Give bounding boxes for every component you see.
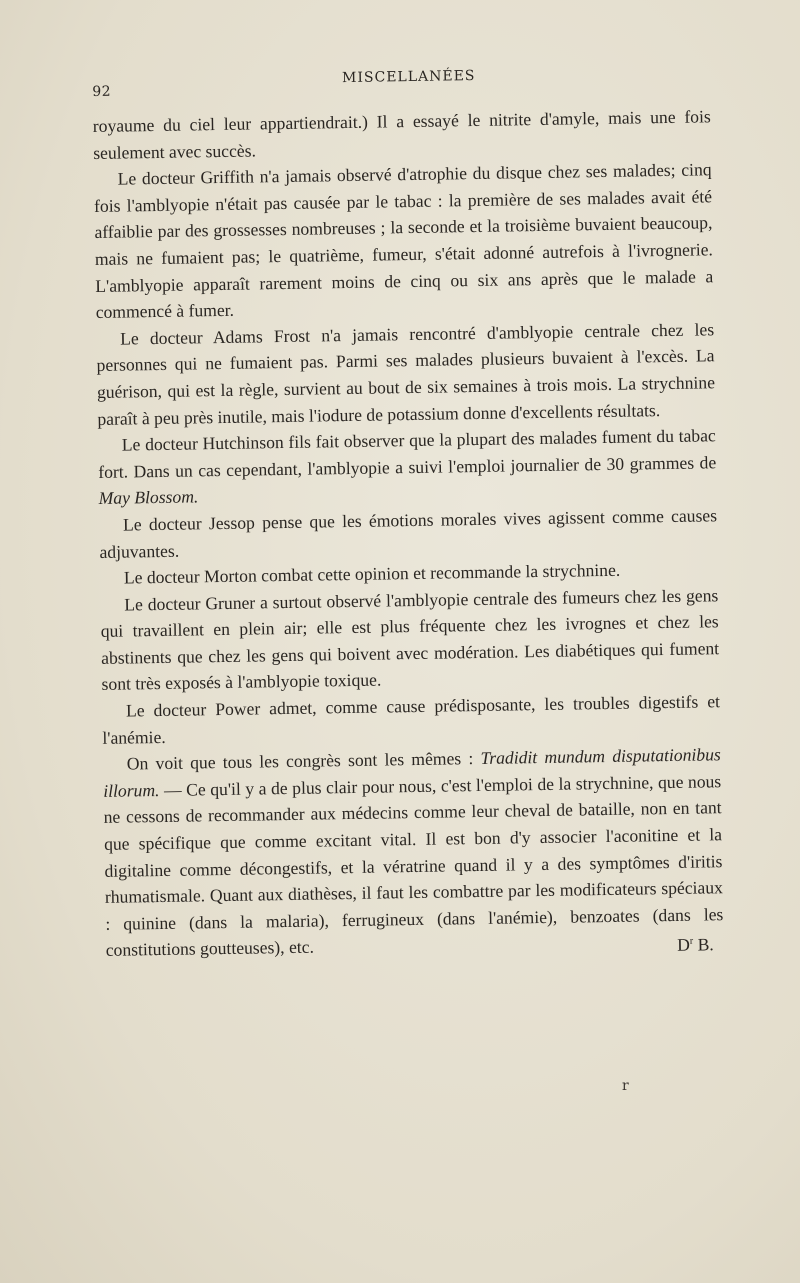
running-head: MISCELLANÉES (341, 67, 476, 87)
paragraph: On voit que tous les congrès sont les mêmes : Tradidit mundum disputationibus illorum. — Ce qu'il y a de plus clair pour nous, c'est l'emploi de la strychnine, que nous ne cessons de recommander aux médecins comme leur cheval de bataille, non en tant que spécifique que comme excitant vital. Il est bon d'y associer l'aconitine et la digitaline comme décongestifs, et la vératrine quand il y a des symptômes d'iritis rhumatismale. Quant aux diathèses, il faut les combattre par les modificateurs spéciaux : quinine (dans la malaria), ferrugineux (dans l'anémie), benzoates (dans les constitutions goutteuses), etc. (103, 744, 724, 961)
paragraph: royaume du ciel leur appartiendrait.) Il a essayé le nitrite d'amyle, mais une fois seulement avec succès. (92, 106, 711, 163)
italic-text: May Blossom. (98, 486, 199, 509)
paragraph: Le docteur Morton combat cette opinion et recommande la strychnine. (123, 559, 621, 588)
paragraph: Le docteur Adams Frost n'a jamais rencontré d'amblyopie centrale chez les personnes qui ne fumaient pas. Parmi ses malades plusieurs buvaient à l'excès. La guérison, qui est la règle, survient au bout de six semaines à trois mois. La strychnine paraît à peu près inutile, mais l'iodure de potassium donne d'excellents résultats. (96, 319, 716, 429)
signature: $D^r$ B. (676, 934, 714, 955)
paragraph: Le docteur Hutchinson fils fait observer que la plupart des malades fument du tabac fort. Dans un cas cependant, l'amblyopie a suivi l'emploi journalier de 30 grammes de May Blossom. (98, 425, 717, 509)
italic-text: Tradidit mundum disputationibus illorum. (103, 744, 721, 801)
paragraph: Le docteur Gruner a surtout observé l'amblyopie centrale des fumeurs chez les gens qui travaillent en plein air; elle est plus fréquente chez les ivrognes et chez les abstinents que chez les gens qui boivent avec modération. Les diabétiques qui fument sont très exposés à l'amblyopie toxique. (100, 584, 720, 695)
paragraph: Le docteur Power admet, comme cause prédisposante, les troubles digestifs et l'anémie. (102, 691, 721, 748)
page-header (92, 64, 710, 100)
page-number: 92 (92, 83, 112, 100)
body-text (93, 103, 724, 967)
page (92, 64, 724, 967)
paragraph: Le docteur Jessop pense que les émotions morales vives agissent comme causes adjuvantes. (99, 505, 718, 562)
paragraph: Le docteur Griffith n'a jamais observé d'atrophie du disque chez ses malades; cinq fois l'amblyopie n'était pas causée par le tabac : la première de ses malades avait été affaiblie par des grossesses nombreuses ; la seconde et la troisième buvaient beaucoup, mais ne fumaient pas; le quatrième, fumeur, s'était adonné autrefois à l'ivrognerie. L'amblyopie apparaît rarement moins de cinq ou six ans après que le malade a commencé à fumer. (93, 159, 714, 323)
stray-mark: r (622, 1078, 629, 1094)
